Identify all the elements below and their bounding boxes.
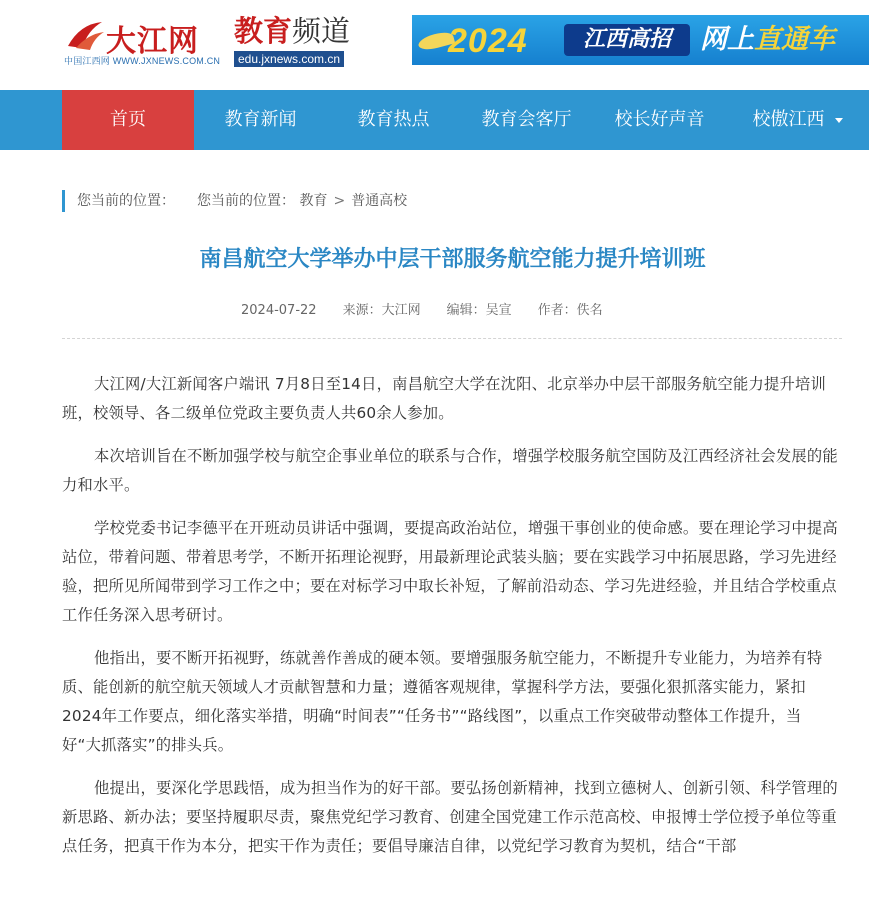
article-body — [62, 370, 838, 875]
edu-channel-title: 教育频道 — [234, 14, 351, 48]
nav-item-principal-voice[interactable]: 校长好声音 — [614, 109, 705, 130]
article-paragraph: 他提出，要深化学思践悟，成为担当作为的好干部。要弘扬创新精神，找到立德树人、创新引领、科学管理的新思路、新办法；要坚持履职尽责，聚焦党纪学习教育、创建全国党建工作示范高校、申报博士学位授予单位等重点任务，把真干作为本分，把实干作为责任；要倡导廉洁自律，以党纪学习教育为契机，结合“干部 — [62, 779, 838, 855]
breadcrumb-link-edu[interactable]: 教育 — [299, 193, 328, 209]
gaokao-banner[interactable] — [412, 15, 869, 65]
divider — [62, 338, 842, 339]
article-meta — [241, 299, 629, 318]
nav-item-edu-news[interactable]: 教育新闻 — [224, 109, 297, 130]
dajiang-logo-name: 大江网 — [106, 24, 199, 59]
article-paragraph: 他指出，要不断开拓视野，练就善作善成的硬本领。要增强服务航空能力，不断提升专业能力，为培养有特质、能创新的航空航天领域人才贡献智慧和力量；遵循客观规律，掌握科学方法，要强化狠抓落实能力，紧扣2024年工作要点，细化落实举措，明确“时间表”“任务书”“路线图”，以重点工作突破带动整体工作提升，当好“大抓落实”的排头兵。 — [62, 649, 823, 754]
breadcrumb-label: 您当前的位置： — [77, 193, 175, 209]
article-title: 南昌航空大学举办中层干部服务航空能力提升培训班 — [199, 247, 706, 272]
breadcrumb-separator: > — [333, 193, 346, 209]
edu-channel-domain: edu.jxnews.com.cn — [234, 51, 344, 67]
nav-item-edu-hot[interactable]: 教育热点 — [357, 109, 430, 130]
article-source: 来源：大江网 — [342, 303, 421, 318]
nav-item-xiaoao-jiangxi[interactable] — [726, 90, 869, 150]
nav-item-edu-reception[interactable]: 教育会客厅 — [481, 109, 572, 130]
article-paragraph: 学校党委书记李德平在开班动员讲话中强调，要提高政治站位，增强干事创业的使命感。要在理论学习中提高站位，带着问题、带着思考学，不断开拓理论视野，用最新理论武装头脑；要在实践学习中拓展思路，学习先进经验，把所见所闻带到学习工作之中；要在对标学习中取长补短，了解前沿动态、学习先进经验，并且结合学校重点工作任务深入思考研讨。 — [62, 519, 838, 624]
banner-slogan: 网上直通车 — [700, 24, 835, 55]
edu-channel-logo[interactable] — [234, 14, 364, 70]
article-editor: 编辑：吴宣 — [446, 303, 512, 318]
site-header — [0, 0, 869, 90]
nav-item-xiaoao-label: 校傲江西 — [752, 109, 825, 130]
dajiang-logo-icon — [66, 20, 106, 52]
dajiang-logo[interactable] — [62, 14, 222, 70]
chevron-down-icon — [835, 118, 843, 123]
article-paragraph: 本次培训旨在不断加强学校与航空企事业单位的联系与合作，增强学校服务航空国防及江西经济社会发展的能力和水平。 — [62, 447, 838, 494]
breadcrumb-link-universities[interactable]: 普通高校 — [351, 193, 408, 209]
banner-year: 2024 — [448, 22, 528, 60]
breadcrumb-label-2: 您当前的位置： — [197, 193, 295, 209]
main-nav — [0, 90, 869, 150]
dajiang-logo-sub: 中国江西网 WWW.JXNEWS.COM.CN — [64, 56, 221, 66]
article-date: 2024-07-22 — [241, 303, 317, 318]
banner-pill: 江西高招 — [564, 24, 690, 56]
article-author: 作者：佚名 — [537, 303, 603, 318]
breadcrumb — [62, 190, 407, 212]
nav-item-home[interactable]: 首页 — [62, 90, 194, 150]
article-paragraph: 大江网/大江新闻客户端讯 7月8日至14日，南昌航空大学在沈阳、北京举办中层干部服务航空能力提升培训班，校领导、各二级单位党政主要负责人共60余人参加。 — [62, 375, 827, 422]
